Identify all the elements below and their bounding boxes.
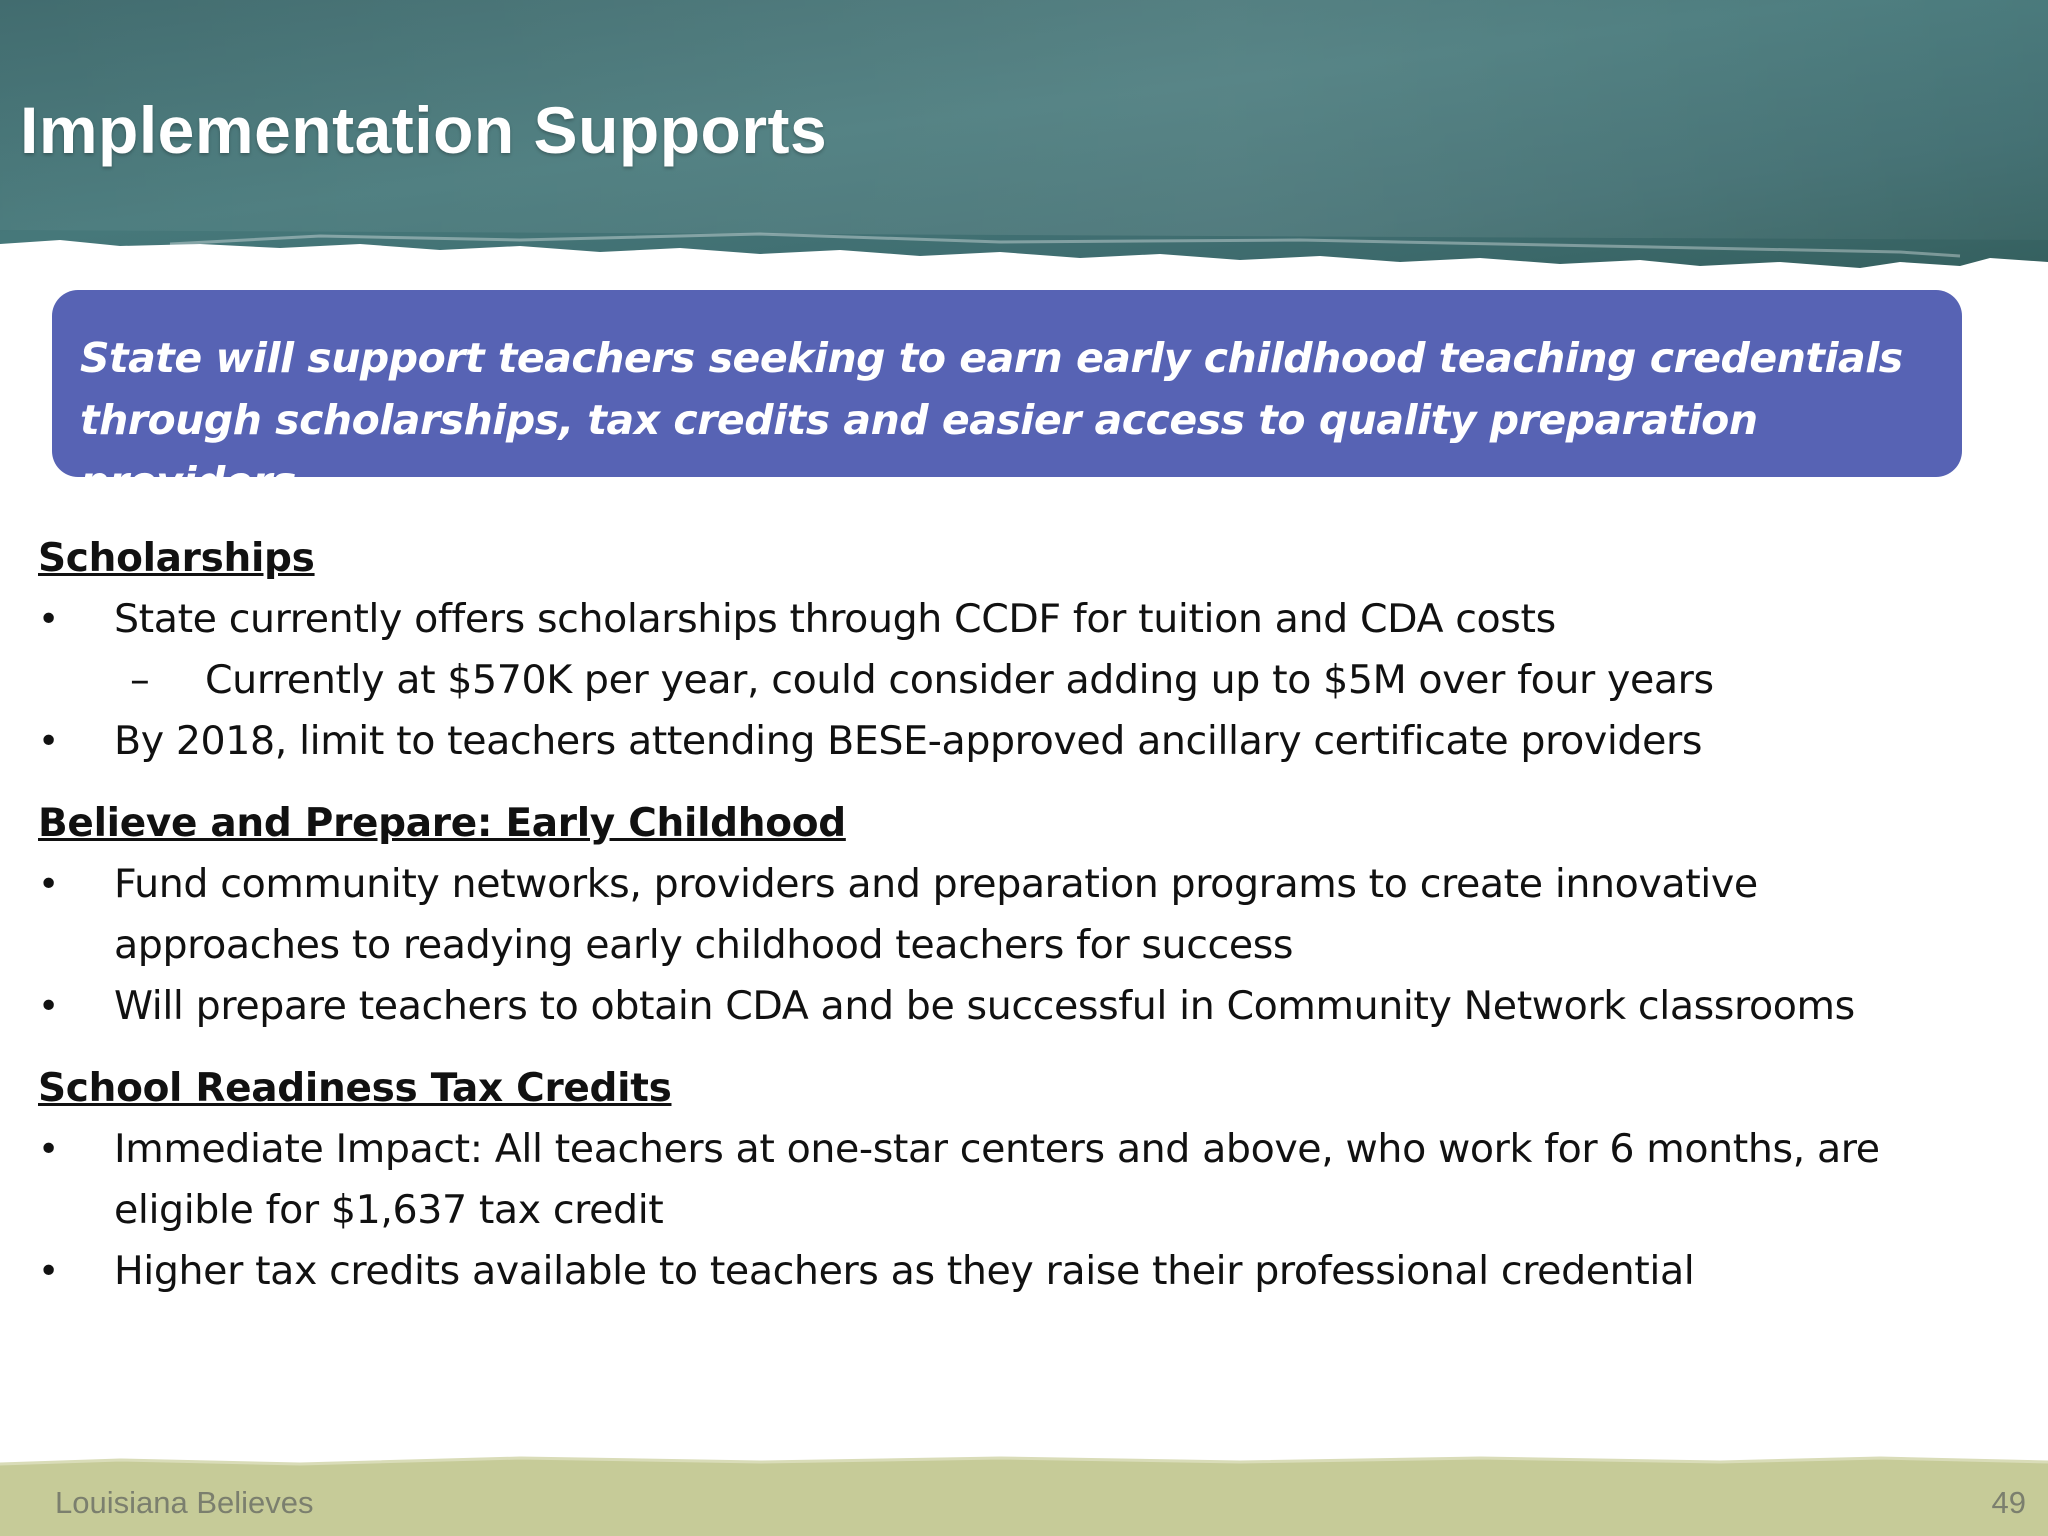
summary-callout xyxy=(52,290,1962,506)
section-heading: Believe and Prepare: Early Childhood xyxy=(38,801,846,846)
list-item xyxy=(38,589,2018,650)
bullet-text: Fund community networks, providers and preparation programs to create innovative xyxy=(114,861,1758,907)
section-heading: Scholarships xyxy=(38,536,315,581)
sub-list-item xyxy=(38,650,2018,711)
bullet-icon: • xyxy=(38,721,59,762)
section-believe-and-prepare xyxy=(38,793,2018,1037)
page-title: Implementation Supports xyxy=(20,93,828,167)
content-body xyxy=(38,528,2018,1323)
page-number: 49 xyxy=(1991,1485,2026,1520)
section-tax-credits xyxy=(38,1058,2018,1302)
section-heading: School Readiness Tax Credits xyxy=(38,1066,672,1111)
list-item xyxy=(38,711,2018,772)
bullet-text: Will prepare teachers to obtain CDA and be successful in Community Network classrooms xyxy=(114,983,1855,1029)
list-item xyxy=(38,1119,2018,1241)
footer-brand: Louisiana Believes xyxy=(55,1485,314,1520)
bullet-list xyxy=(38,854,2018,1037)
bullet-text: Immediate Impact: All teachers at one-star centers and above, who work for 6 months, are xyxy=(114,1126,1880,1172)
bullet-text: State currently offers scholarships through CCDF for tuition and CDA costs xyxy=(114,596,1556,642)
callout-line-2: through scholarships, tax credits and easier access to quality preparation providers xyxy=(80,396,1758,506)
bullet-icon: • xyxy=(38,1251,59,1292)
header-banner xyxy=(0,0,2048,270)
bullet-text-continued: approaches to readying early childhood teachers for success xyxy=(114,922,1294,968)
callout-line-1: State will support teachers seeking to earn early childhood teaching credentials xyxy=(80,334,1903,382)
list-item xyxy=(38,976,2018,1037)
bullet-text-continued: eligible for $1,637 tax credit xyxy=(114,1187,664,1233)
bullet-icon: • xyxy=(38,864,59,905)
bullet-list xyxy=(38,1119,2018,1302)
dash-icon: – xyxy=(130,657,150,703)
list-item xyxy=(38,854,2018,976)
list-item xyxy=(38,1241,2018,1302)
bullet-list xyxy=(38,589,2018,772)
bullet-text: Currently at $570K per year, could consider adding up to $5M over four years xyxy=(205,657,1714,703)
bullet-text: By 2018, limit to teachers attending BESE-approved ancillary certificate providers xyxy=(114,718,1702,764)
section-scholarships xyxy=(38,528,2018,772)
bullet-icon: • xyxy=(38,1129,59,1170)
bullet-icon: • xyxy=(38,599,59,640)
bullet-text: Higher tax credits available to teachers as they raise their professional credential xyxy=(114,1248,1695,1294)
bullet-icon: • xyxy=(38,986,59,1027)
